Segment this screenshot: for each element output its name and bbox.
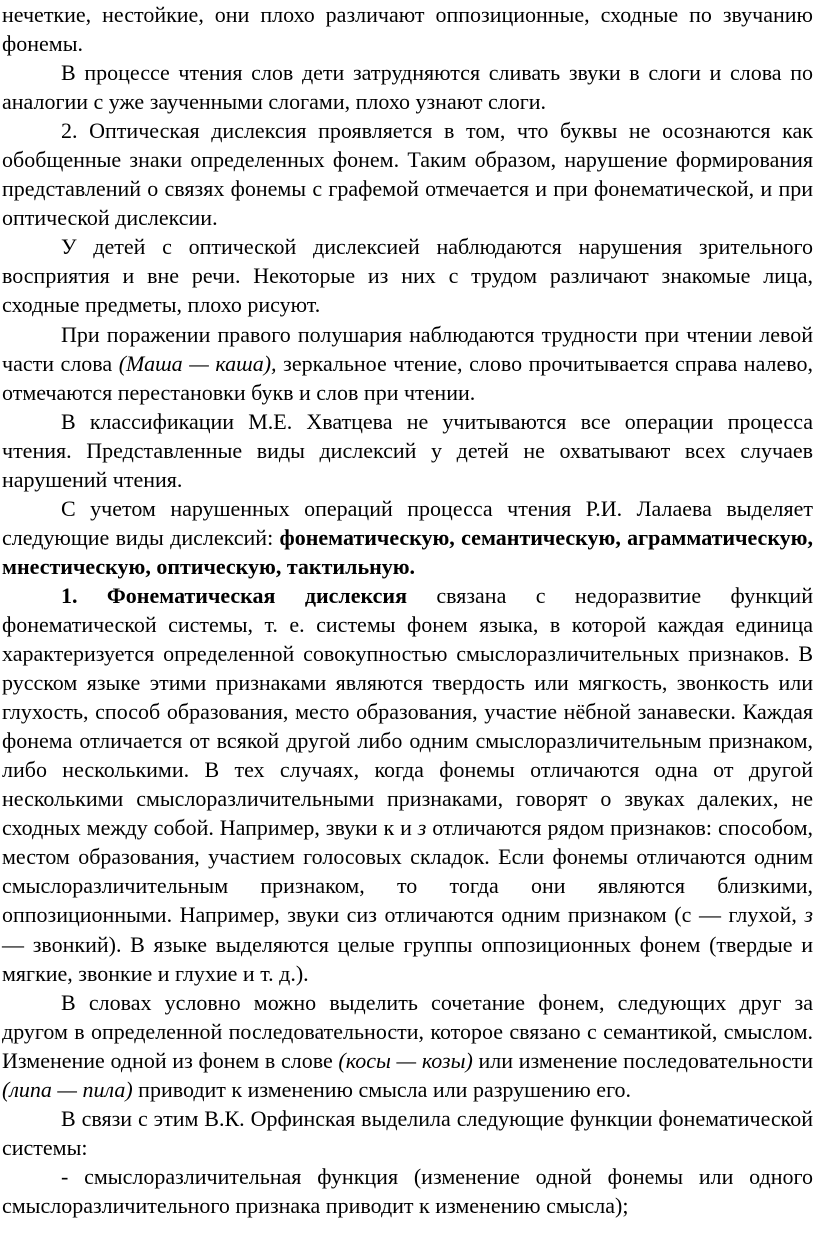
paragraph-9: [2, 988, 813, 1104]
paragraph-7: [2, 494, 813, 581]
paragraph-1: нечеткие, нестойкие, они плохо различают оппозиционные, сходные по звучанию фонемы.: [2, 2, 813, 57]
example-masha-kasha: (Маша — каша),: [118, 350, 277, 376]
paragraph-8-text-2: отличаются рядом признаков: способом, местом образования, участием голосовых складок. Если фонемы отличаются одним смыслоразличительным признаком, то тогда они являются близкими, оппозиционными. Например, звуки сиз отличаются одним признаком (с — глухой,: [2, 815, 813, 928]
paragraph-5: [2, 320, 813, 407]
paragraph-4: У детей с оптической дислексией наблюдаются нарушения зрительного восприятия и вне речи. Некоторые из них с трудом различают знакомые лица, сходные предметы, плохо рисуют.: [2, 234, 813, 318]
list-item-meaning-function: - смыслоразличительная функция (изменение одной фонемы или одного смыслоразличительного признака приводит к изменению смысла);: [2, 1163, 813, 1218]
paragraph-5-text: При поражении правого полушария наблюдаются трудности при чтении левой части слова: [2, 321, 813, 376]
paragraph-3: 2. Оптическая дислексия проявляется в том, что буквы не осознаются как обобщенные знаки определенных фонем. Таким образом, нарушение формирования представлений о связях фонемы с графемой отмечается и при фонематической, и при оптической дислексии.: [2, 118, 813, 231]
dyslexia-types-list: фонематическую, семантическую, аграмматическую, мнестическую, оптическую, тактильную.: [2, 524, 813, 579]
paragraph-2: В процессе чтения слов дети затрудняются сливать звуки в слоги и слова по аналогии с уже заученными слогами, плохо узнают слоги.: [2, 60, 813, 115]
paragraph-9-text-2: или изменение последовательности: [472, 1047, 813, 1073]
paragraph-6: В классификации М.Е. Хватцева не учитываются все операции процесса чтения. Представленные виды дислексий у детей не охватывают всех случаев нарушений чтения.: [2, 408, 813, 492]
paragraph-9-text: В словах условно можно выделить сочетание фонем, следующих друг за другом в определенной последовательности, которое связано с семантикой, смыслом. Изменение одной из фонем в слове: [2, 989, 813, 1073]
paragraph-8: [2, 581, 813, 988]
paragraph-8-text: связана с недоразвитие функций фонематической системы, т. е. системы фонем языка, в которой каждая единица характеризуется определенной совокупностью смыслоразличительных признаков. В русском языке этими признаками являются твердость или мягкость, звонкость или глухость, способ образования, место образования, участие нёбной занавески. Каждая фонема отличается от всякой другой либо одним смыслоразличительным признаком, либо несколькими. В тех случаях, когда фонемы отличаются одна от другой несколькими смыслоразличительными признаками, говорят о звуках далеких, не сходных между собой. Например, звуки к и: [2, 582, 813, 841]
example-lipa-pila: (липа — пила): [2, 1076, 133, 1102]
paragraph-8-text-3: — звонкий). В языке выделяются целые группы оппозиционных фонем (твердые и мягкие, звонкие и глухие и т. д.).: [2, 931, 813, 986]
paragraph-5-text-end: зеркальное чтение, слово прочитывается справа налево, отмечаются перестановки букв и слов при чтении.: [2, 350, 814, 405]
example-kosy-kozy: (косы — козы): [338, 1047, 473, 1073]
paragraph-9-text-3: приводит к изменению смысла или разрушению его.: [132, 1076, 632, 1102]
phoneme-z-voiced: з: [804, 902, 813, 928]
paragraph-7-text: С учетом нарушенных операций процесса чтения Р.И. Лалаева выделяет следующие виды дислексий:: [2, 495, 813, 550]
paragraph-10: В связи с этим В.К. Орфинская выделила следующие функции фонематической системы:: [2, 1105, 813, 1160]
phonematic-dyslexia-heading: 1. Фонематическая дислексия: [61, 582, 407, 608]
phoneme-z-example: з: [417, 815, 427, 841]
